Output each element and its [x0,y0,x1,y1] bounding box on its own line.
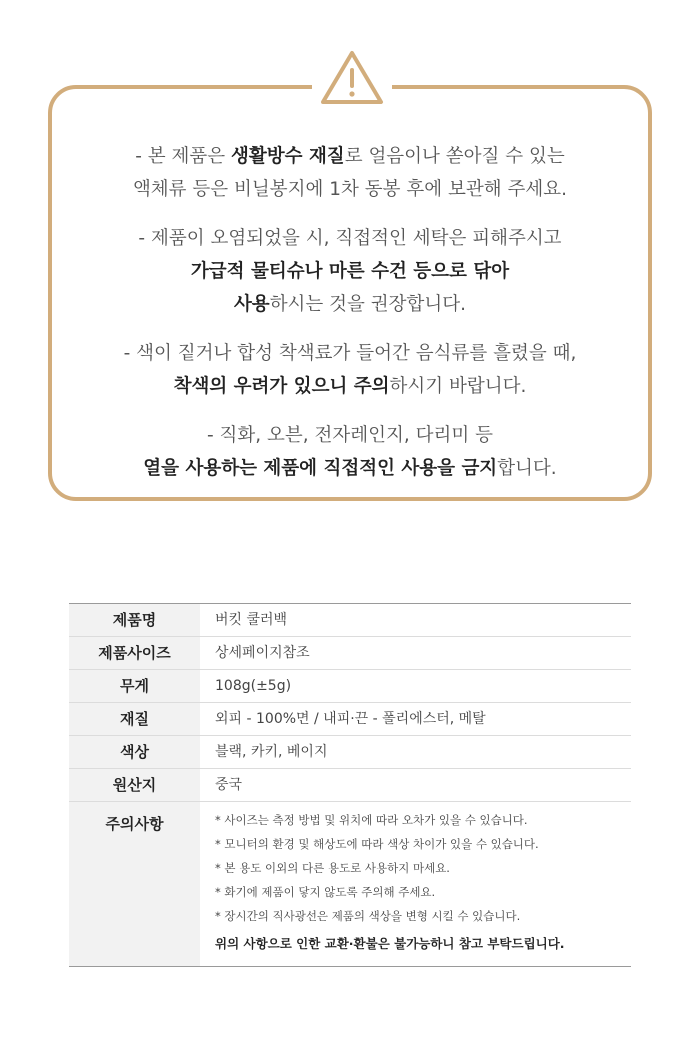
spec-label: 색상 [69,736,200,769]
note-item: * 사이즈는 측정 방법 및 위치에 따라 오차가 있을 수 있습니다. [215,813,528,827]
spec-value: 외피 - 100%면 / 내피·끈 - 폴리에스터, 메탈 [200,703,631,736]
warning-triangle-icon [318,48,386,108]
notice-line [52,419,648,452]
spec-value: 108g(±5g) [200,670,631,703]
notice-line [52,222,648,255]
spec-row [69,703,631,736]
spec-row [69,769,631,802]
notice-text: - 색이 짙거나 합성 착색료가 들어간 음식류를 흘렸을 때, [123,343,577,364]
spec-label: 주의사항 [69,802,200,967]
notice-emphasis: 생활방수 재질 [231,146,345,167]
spec-row [69,736,631,769]
notice-text: - 직화, 오븐, 전자레인지, 다리미 등 [206,425,494,446]
spec-label: 무게 [69,670,200,703]
notice-line [52,337,648,370]
notice-text: 합니다. [497,458,557,479]
caution-notice [52,140,648,206]
notice-text: 액체류 등은 비닐봉지에 1차 동봉 후에 보관해 주세요. [132,179,568,200]
caution-notices [52,140,648,501]
notice-emphasis: 가급적 물티슈나 마른 수건 등으로 닦아 [190,261,510,282]
warning-badge [312,38,392,118]
notice-line [52,255,648,288]
notice-text: 하시는 것을 권장합니다. [269,294,467,315]
notice-line [52,140,648,173]
spec-label: 재질 [69,703,200,736]
notice-emphasis: 착색의 우려가 있으니 주의 [173,376,390,397]
notice-emphasis: 사용 [233,294,270,315]
notes-final: 위의 사항으로 인한 교환·환불은 불가능하니 참고 부탁드립니다. [215,936,565,951]
notice-line [52,288,648,321]
spec-row [69,670,631,703]
caution-notice [52,419,648,485]
note-item: * 장시간의 직사광선은 제품의 색상을 변형 시킬 수 있습니다. [215,909,521,923]
note-item: * 본 용도 이외의 다른 용도로 사용하지 마세요. [215,861,450,875]
spec-value: 블랙, 카키, 베이지 [200,736,631,769]
spec-value: 중국 [200,769,631,802]
note-item: * 화기에 제품이 닿지 않도록 주의해 주세요. [215,885,436,899]
spec-row-notes [69,802,631,967]
notice-line [52,370,648,403]
spec-row [69,604,631,637]
notice-text: - 본 제품은 [135,146,232,167]
spec-row [69,637,631,670]
spec-label: 원산지 [69,769,200,802]
notice-line [52,173,648,206]
spec-label: 제품명 [69,604,200,637]
spec-label: 제품사이즈 [69,637,200,670]
spec-table [69,603,631,967]
notice-emphasis: 열을 사용하는 제품에 직접적인 사용을 금지 [143,458,498,479]
notice-text: 하시기 바랍니다. [389,376,527,397]
spec-value: 상세페이지참조 [200,637,631,670]
note-item: * 모니터의 환경 및 해상도에 따라 색상 차이가 있을 수 있습니다. [215,837,539,851]
caution-notice [52,222,648,321]
notice-text: - 제품이 오염되었을 시, 직접적인 세탁은 피해주시고 [138,228,562,249]
notice-text: 로 얼음이나 쏟아질 수 있는 [344,146,565,167]
caution-notice [52,337,648,403]
notes-list [200,802,631,967]
spec-value: 버킷 쿨러백 [215,612,288,628]
notice-line [52,452,648,485]
